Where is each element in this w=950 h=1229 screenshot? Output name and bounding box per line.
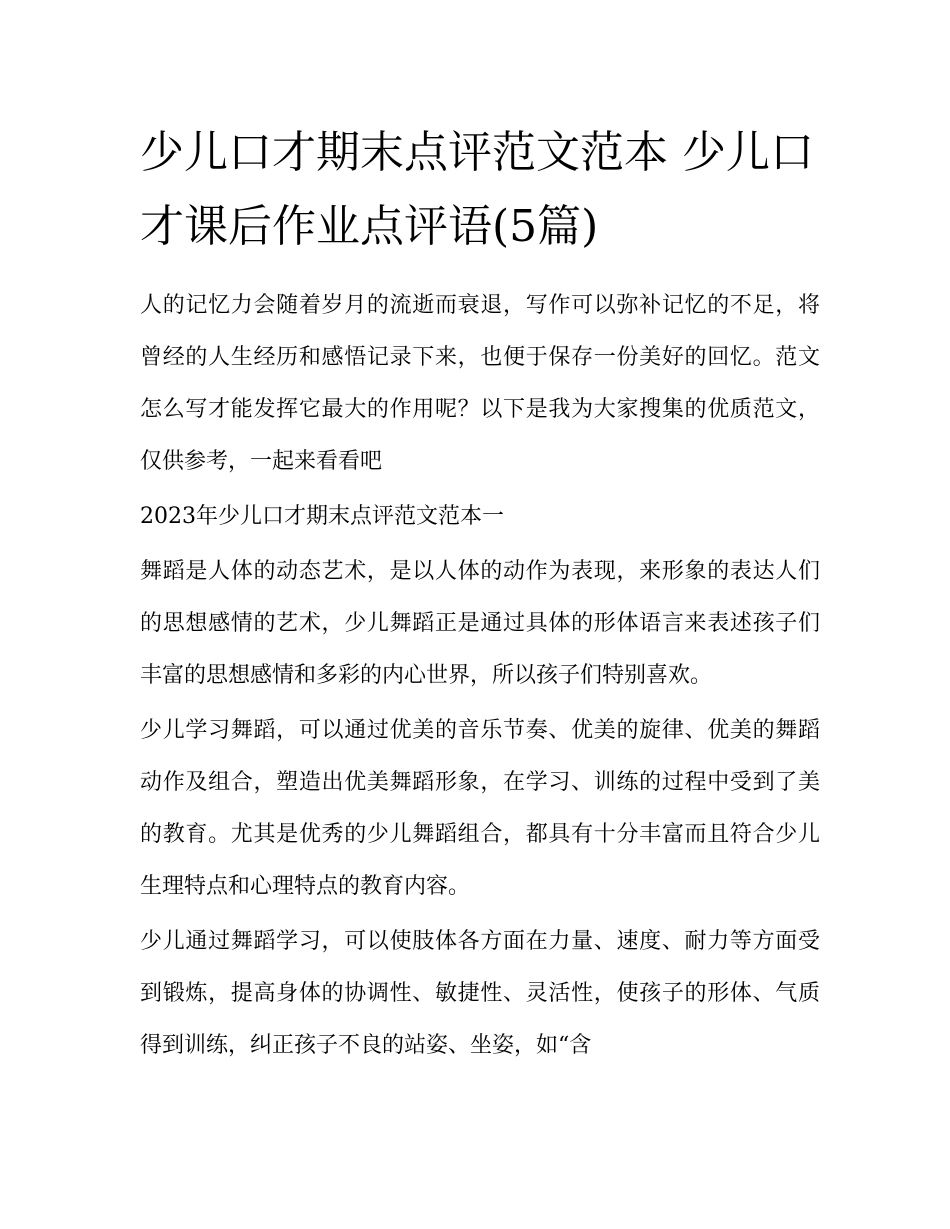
body-paragraph: 少儿通过舞蹈学习，可以使肢体各方面在力量、速度、耐力等方面受到锻炼，提高身体的协调性、敏捷性、灵活性，使孩子的形体、气质得到训练，纠正孩子不良的站姿、坐姿，如“含	[140, 929, 820, 1058]
intro-paragraph: 人的记忆力会随着岁月的流逝而衰退，写作可以弥补记忆的不足，将曾经的人生经历和感悟记录下来，也便于保存一份美好的回忆。范文怎么写才能发挥它最大的作用呢？以下是我为大家搜集的优质范文，仅供参考，一起来看看吧	[140, 293, 820, 474]
document-title: 少儿口才期末点评范文范本 少儿口才课后作业点评语(5篇)	[140, 127, 814, 252]
body-paragraph: 少儿学习舞蹈，可以通过优美的音乐节奏、优美的旋律、优美的舞蹈动作及组合，塑造出优美舞蹈形象，在学习、训练的过程中受到了美的教育。尤其是优秀的少儿舞蹈组合，都具有十分丰富而且符合少儿生理特点和心理特点的教育内容。	[140, 718, 820, 899]
document-body	[140, 280, 820, 1075]
body-paragraph: 舞蹈是人体的动态艺术，是以人体的动作为表现，来形象的表达人们的思想感情的艺术，少儿舞蹈正是通过具体的形体语言来表述孩子们丰富的思想感情和多彩的内心世界，所以孩子们特别喜欢。	[140, 559, 820, 688]
section-heading: 2023年少儿口才期末点评范文范本一	[140, 504, 504, 529]
